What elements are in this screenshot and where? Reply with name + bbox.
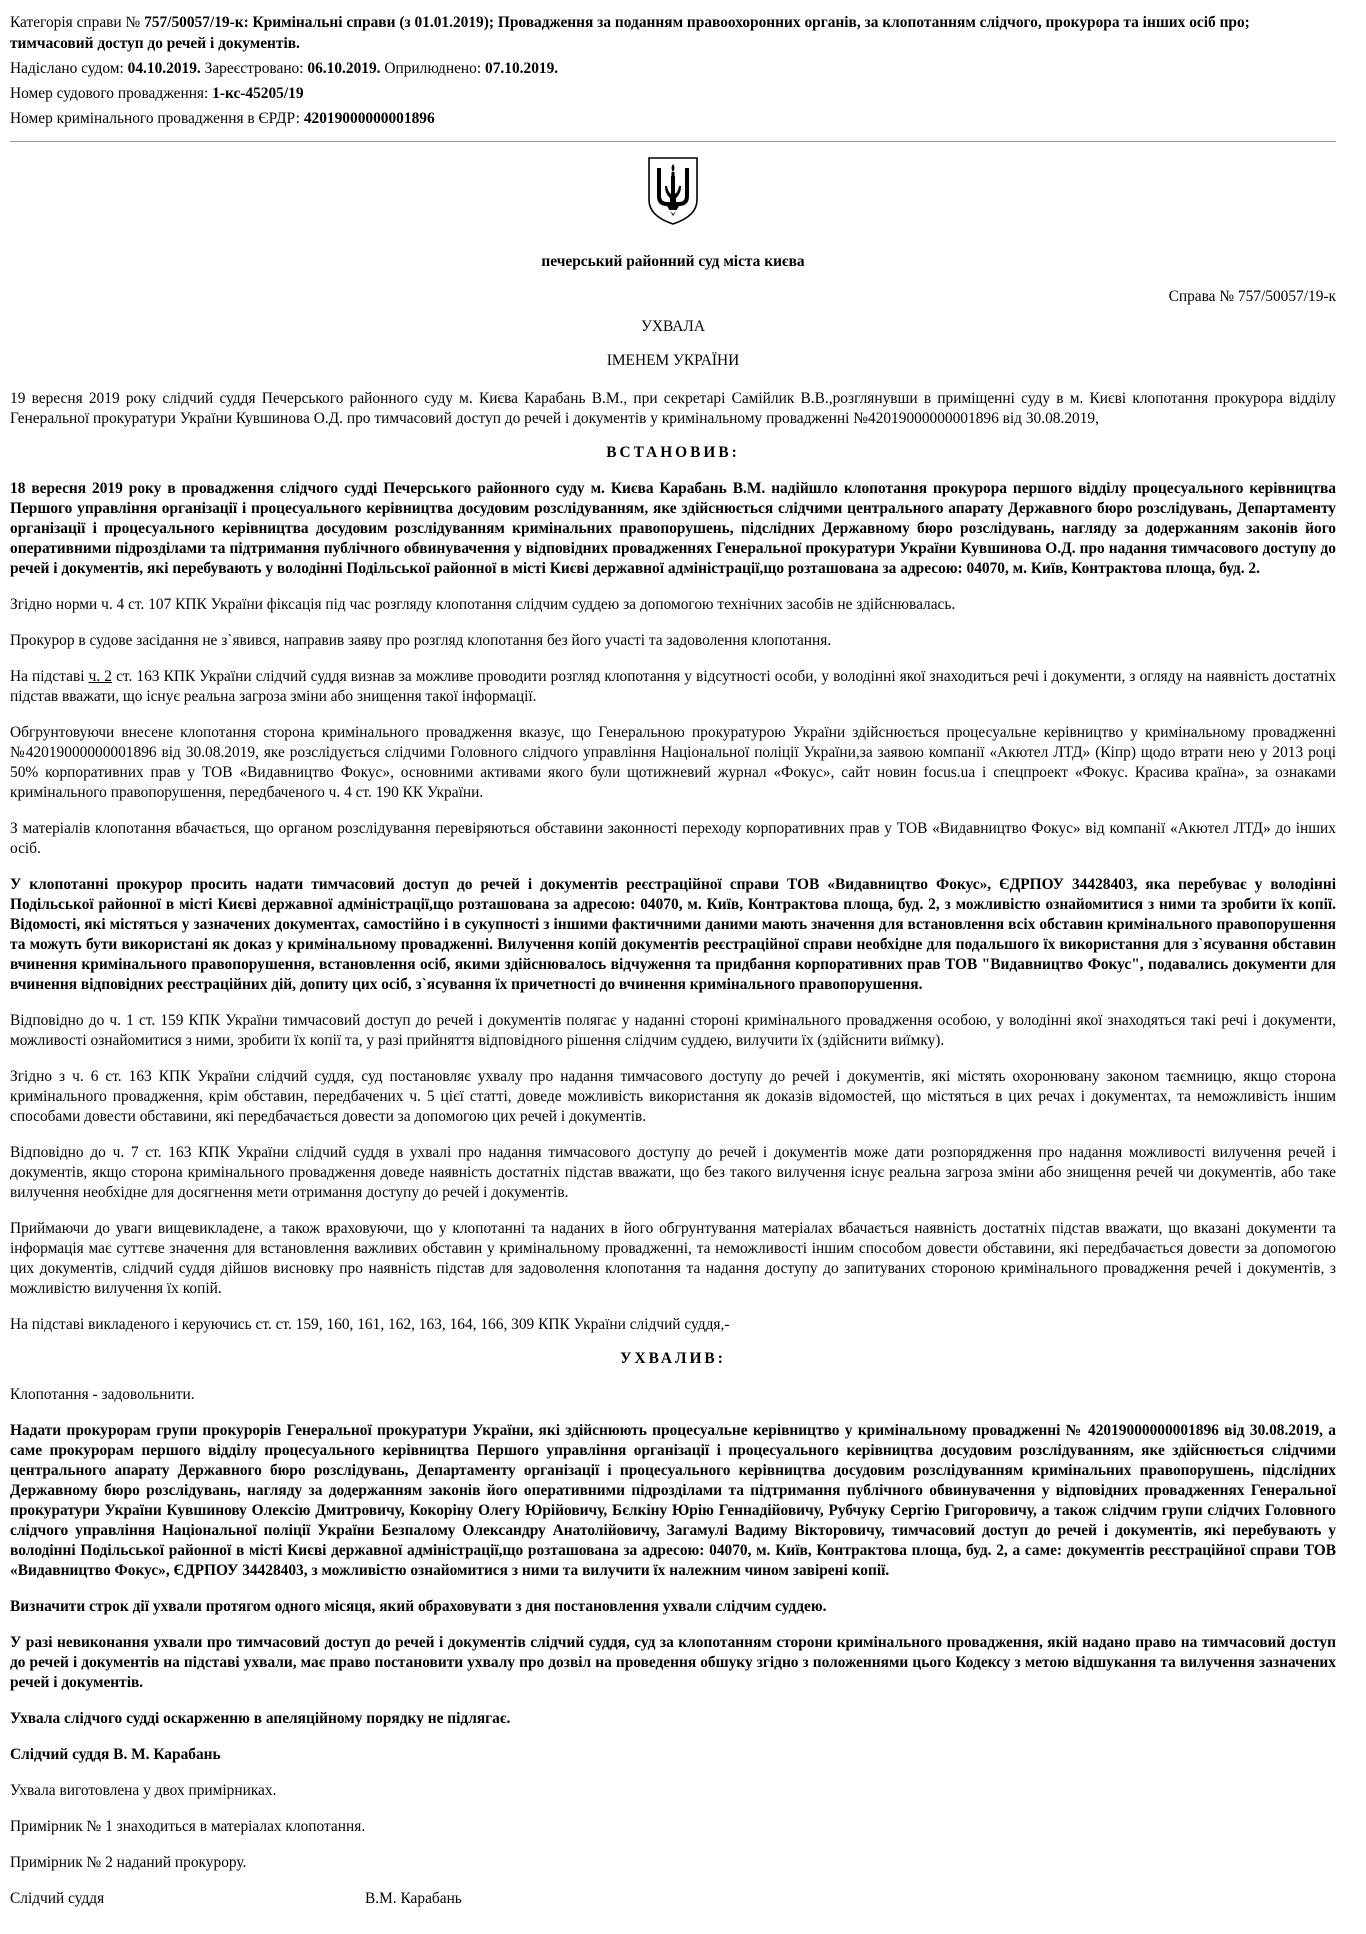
court-case-value: 1-кс-45205/19 xyxy=(212,85,304,102)
sent-value: 04.10.2019. xyxy=(127,60,201,77)
criminal-case-value: 42019000000001896 xyxy=(303,110,435,127)
paragraph-4-post: ст. 163 КПК України слідчий суддя визнав за можливе проводити розгляд клопотання у відсутності особи, у володінні якої знаходиться речі і документи, з огляду на наявність достатніх підстав вважати, що існує реальна загроза зміни або знищення такої інформації. xyxy=(10,668,1336,705)
paragraph-9: Згідно з ч. 6 ст. 163 КПК України слідчий суддя, суд постановляє ухвалу про надання тимчасового доступу до речей і документів, які містять охоронювану законом таємницю, якщо сторона кримінального провадження, крім обставин, передбачених ч. 5 цієї статті, доведе можливість використання як доказів відомостей, що містяться в цих речах і документах, та неможливість іншим способами довести обставини, які передбачається довести за допомогою цих речей і документів. xyxy=(10,1068,1336,1125)
document-title: УХВАЛА xyxy=(641,318,705,335)
category-value: 757/50057/19-к: Кримінальні справи (з 01.01.2019); Провадження за поданням правоохоронних органів, за клопотанням слідчого, прокурора та інших осіб про; тимчасовий доступ до речей і документів. xyxy=(10,14,1250,52)
signature-name: В.М. Карабань xyxy=(365,1890,462,1907)
criminal-case-line xyxy=(10,108,1336,129)
case-number: Справа № 757/50057/19-к xyxy=(1168,288,1336,305)
intro-paragraph: 19 вересня 2019 року слідчий суддя Печерського районного суду м. Києва Карабань В.М., при секретарі Самійлик В.В.,розглянувши в приміщенні суду в м. Києві клопотання прокурора відділу Генеральної прокуратури України Кувшинова О.Д. про тимчасовий доступ до речей і документів у кримінальному провадженні №42019000000001896 від 30.08.2019, xyxy=(10,390,1336,427)
published-label: Оприлюднено: xyxy=(384,60,482,77)
signature-title: Слідчий суддя xyxy=(10,1890,105,1907)
paragraph-11: Приймаючи до уваги вищевикладене, а також враховуючи, що у клопотанні та наданих в його обгрунтування матеріалах вбачається наявність достатніх підстав вважати, що вказані документи та інформація має суттєве значення для встановлення важливих обставин у кримінальному провадженні, та неможливості іншим способом довести обставини, які передбачається довести за допомогою цих документів, слідчий суддя дійшов висновку про наявність підстав для задоволення клопотання та надання доступу до запитуваних стороною кримінального провадження речей і документів, з можливістю вилучення їх копій. xyxy=(10,1220,1336,1297)
ruling-6: Слідчий суддя В. М. Карабань xyxy=(10,1746,221,1763)
court-case-label: Номер судового провадження: xyxy=(10,85,209,102)
court-case-line xyxy=(10,83,1336,104)
paragraph-12: На підставі викладеного і керуючись ст. ст. 159, 160, 161, 162, 163, 164, 166, 309 КПК України слідчий суддя,- xyxy=(10,1316,730,1333)
dates-line xyxy=(10,58,1336,79)
registered-value: 06.10.2019. xyxy=(307,60,381,77)
ruling-8: Примірник № 1 знаходиться в матеріалах клопотання. xyxy=(10,1818,366,1835)
coat-of-arms-icon xyxy=(645,154,701,226)
header-divider xyxy=(10,141,1336,142)
paragraph-3: Прокурор в судове засідання не з`явився, направив заяву про розгляд клопотання без його участі та задоволення клопотання. xyxy=(10,632,832,649)
established-heading: ВСТАНОВИВ: xyxy=(606,444,740,461)
paragraph-2: Згідно норми ч. 4 ст. 107 КПК України фіксація під час розгляду клопотання слідчим суддею за допомогою технічних засобів не здійснювалась. xyxy=(10,596,956,613)
ruled-heading: УХВАЛИВ: xyxy=(620,1350,726,1367)
registered-label: Зареєстровано: xyxy=(204,60,304,77)
category-line xyxy=(10,12,1336,54)
paragraph-1: 18 вересня 2019 року в провадження слідчого судді Печерського районного суду м. Києва Карабань В.М. надійшло клопотання прокурора першого відділу процесуального керівництва Першого управління організації і процесуального керівництва досудовим розслідуванням, яке здійснюється слідчими центрального апарату Державного бюро розслідувань, Департаменту організації і процесуального керівництва досудовим розслідуванням кримінальних правопорушень, підслідних Державному бюро розслідувань, нагляду за додержанням законів його оперативними підрозділами та підтримання публічного обвинувачення у відповідних провадженнях Генеральної прокуратури України Кувшинова О.Д. про надання тимчасового доступу до речей і документів, які перебувають у володінні Подільської районної в місті Києві державної адміністрації,що розташована за адресою: 04070, м. Київ, Контрактова площа, буд. 2. xyxy=(10,480,1336,577)
ruling-9: Примірник № 2 наданий прокурору. xyxy=(10,1854,247,1871)
ruling-7: Ухвала виготовлена у двох примірниках. xyxy=(10,1782,277,1799)
case-metadata xyxy=(10,12,1336,129)
criminal-case-label: Номер кримінального провадження в ЄРДР: xyxy=(10,110,300,127)
category-label: Категорія справи № xyxy=(10,14,141,31)
paragraph-8: Відповідно до ч. 1 ст. 159 КПК України тимчасовий доступ до речей і документів полягає у наданні стороні кримінального провадження особою, у володінні якої знаходяться такі речі і документи, можливості ознайомитися з ними, зробити їх копії та, у разі прийняття відповідного рішення слідчим суддею, вилучити їх (здійснити виїмку). xyxy=(10,1012,1336,1049)
published-value: 07.10.2019. xyxy=(485,60,559,77)
emblem-container xyxy=(10,154,1336,230)
law-article-link[interactable]: ч. 2 xyxy=(88,668,112,685)
ruling-4: У разі невиконання ухвали про тимчасовий доступ до речей і документів слідчий суддя, суд за клопотанням сторони кримінального провадження, якій надано право на тимчасовий доступ до речей і документів на підставі ухвали, має право постановити ухвалу про дозвіл на проведення обшуку згідно з положеннями цього Кодексу з метою відшукання та вилучення зазначених речей і документів. xyxy=(10,1634,1336,1691)
paragraph-6: З матеріалів клопотання вбачається, що органом розслідування перевіряються обставини законності переходу корпоративних прав у ТОВ «Видавництво Фокус» від компанії «Акютел ЛТД» до інших осіб. xyxy=(10,820,1336,857)
ruling-3: Визначити строк дії ухвали протягом одного місяця, який обраховувати з дня постановлення ухвали слідчим суддею. xyxy=(10,1598,827,1615)
document-subtitle: ІМЕНЕМ УКРАЇНИ xyxy=(606,352,740,369)
paragraph-4 xyxy=(10,667,1336,707)
sent-label: Надіслано судом: xyxy=(10,60,124,77)
paragraph-5: Обгрунтовуючи внесене клопотання сторона кримінального провадження вказує, що Генеральною прокуратурою України здійснюється процесуальне керівництво у кримінальному провадженні №42019000000001896 від 30.08.2019, яке розслідується слідчими Головного слідчого управління Національної поліції України,за заявою компанії «Акютел ЛТД» (Кіпр) щодо втрати нею у 2013 році 50% корпоративних прав у ТОВ «Видавництво Фокус», основними активами якого були щотижневий журнал «Фокус», сайт новин focus.ua і спецпроект «Фокус. Красива країна», за ознаками кримінального правопорушення, передбаченого ч. 4 ст. 190 КК України. xyxy=(10,724,1336,801)
paragraph-7: У клопотанні прокурор просить надати тимчасовий доступ до речей і документів реєстраційної справи ТОВ «Видавництво Фокус», ЄДРПОУ 34428403, яка перебуває у володінні Подільської районної в місті Києві державної адміністрації,що розташована за адресою: 04070, м. Київ, Контрактова площа, буд. 2, з можливістю ознайомитися з ними та зробити їх копії. Відомості, які містяться у зазначених документах, самостійно і в сукупності з іншими фактичними даними мають значення для встановлення всіх обставин кримінального правопорушення та можуть бути використані як доказ у кримінальному провадженні. Вилучення копій документів реєстраційної справи необхідне для подальшого їх використання для з`ясування обставин вчинення кримінального правопорушення, встановлення осіб, якими здійснювалось відчуження та придбання корпоративних прав ТОВ "Видавництво Фокус", подавались документи для вчинення відповідних реєстраційних дій, допиту цих осіб, з`ясування їх причетності до вчинення кримінального правопорушення. xyxy=(10,876,1336,993)
paragraph-10: Відповідно до ч. 7 ст. 163 КПК України слідчий суддя в ухвалі про надання тимчасового доступу до речей і документів може дати розпорядження про надання можливості вилучення речей і документів, якщо сторона кримінального провадження доведе наявність достатніх підстав вважати, що без такого вилучення існує реальна загроза зміни або знищення речей чи документів, або таке вилучення необхідне для досягнення мети отримання доступу до речей і документів. xyxy=(10,1144,1336,1201)
ruling-5: Ухвала слідчого судді оскарженню в апеляційному порядку не підлягає. xyxy=(10,1710,511,1727)
court-name: печерський районний суд міста києва xyxy=(541,253,805,270)
ruling-2: Надати прокурорам групи прокурорів Генеральної прокуратури України, які здійснюють процесуальне керівництво у кримінальному провадженні № 42019000000001896 від 30.08.2019, а саме прокурорам першого відділу процесуального керівництва Першого управління організації і процесуального керівництва досудовим розслідуванням, яке здійснюється слідчими центрального апарату Державного бюро розслідувань, Департаменту організації і процесуального керівництва досудовим розслідуванням кримінальних правопорушень, підслідних Державному бюро розслідувань, нагляду за додержанням законів його оперативними підрозділами та підтримання публічного обвинувачення у відповідних провадженнях Генеральної прокуратури України Кувшинову Олексію Дмитровичу, Кокоріну Олегу Юрійовичу, Бєлкіну Юрію Геннадійовичу, Рубчуку Сергію Григоровичу, а також слідчим групи слідчих Головного слідчого управління Національної поліції України Безпалому Олександру Анатолійовичу, Загамулі Вадиму Вікторовичу, тимчасовий доступ до речей і документів, які перебувають у володінні Подільської районної в місті Києві державної адміністрації,що розташована за адресою: 04070, м. Київ, Контрактова площа, буд. 2, а саме: документів реєстраційної справи ТОВ «Видавництво Фокус», ЄДРПОУ 34428403, з можливістю ознайомитися з ними та вилучити їх належним чином завірені копії. xyxy=(10,1422,1336,1579)
signature-row xyxy=(10,1889,1336,1909)
paragraph-4-pre: На підставі xyxy=(10,668,85,685)
ruling-1: Клопотання - задовольнити. xyxy=(10,1386,195,1403)
